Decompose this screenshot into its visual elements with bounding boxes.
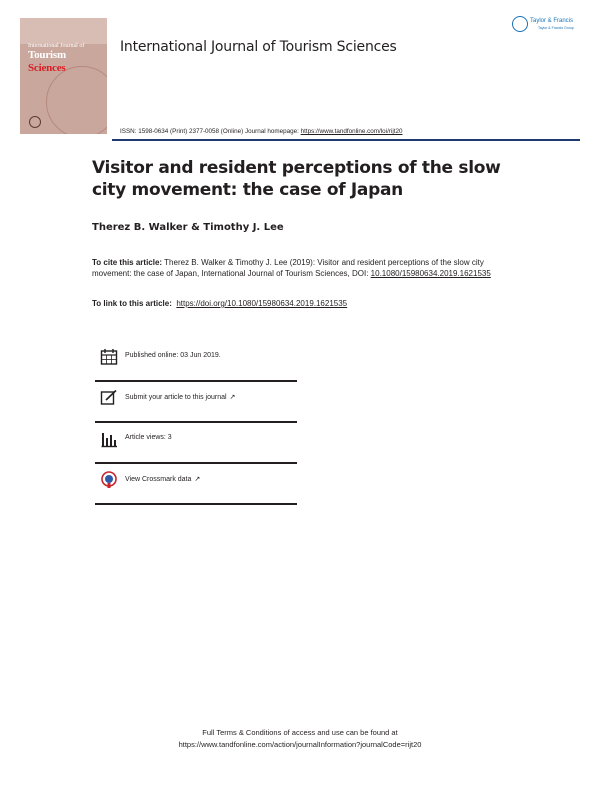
bar-chart-icon: [100, 430, 118, 448]
publisher-logo[interactable]: [512, 16, 586, 34]
calendar-icon: [100, 348, 118, 366]
published-row: [95, 348, 297, 388]
info-divider: [95, 462, 297, 464]
cover-title-line3: Sciences: [28, 62, 66, 74]
crossmark-label: View Crossmark data: [125, 476, 192, 483]
header-rule: [112, 139, 580, 141]
article-views: Article views: 3: [125, 434, 172, 441]
published-date: Published online: 03 Jun 2019.: [125, 352, 221, 359]
submit-row[interactable]: [95, 389, 297, 429]
footer-terms-text: Full Terms & Conditions of access and use can be found at: [202, 728, 398, 737]
cover-title-line2: Tourism: [28, 49, 66, 61]
citation-doi-link[interactable]: 10.1080/15980634.2019.1621535: [370, 269, 491, 278]
link-to-label: To link to this article:: [92, 299, 172, 308]
citation-text: Therez B. Walker & Timothy J. Lee (2019): Visitor and resident perceptions of the slow city movement: the case of Japan, International Journal of Tourism Sciences, DOI:: [92, 258, 484, 278]
info-divider: [95, 503, 297, 505]
cover-circle-graphic: [46, 66, 107, 134]
crossmark-link[interactable]: [125, 475, 200, 483]
crossmark-row[interactable]: [95, 471, 297, 511]
citation-label: To cite this article:: [92, 258, 163, 267]
footer: [0, 727, 600, 751]
authors[interactable]: Therez B. Walker & Timothy J. Lee: [92, 222, 284, 233]
citation-block: [92, 257, 512, 279]
article-doi-link[interactable]: https://doi.org/10.1080/15980634.2019.1621535: [176, 299, 348, 308]
edit-icon: [100, 389, 118, 407]
publisher-subtitle: Taylor & Francis Group: [538, 26, 574, 30]
info-divider: [95, 421, 297, 423]
cover-band: [20, 18, 107, 44]
cover-title-line1: International Journal of: [28, 43, 85, 49]
journal-cover-image: [20, 18, 107, 134]
crossmark-icon: [100, 471, 118, 489]
views-row[interactable]: [95, 430, 297, 470]
link-to-article: [92, 299, 347, 308]
external-link-icon: ↗: [229, 394, 236, 401]
external-link-icon: ↗: [194, 476, 201, 483]
issn-line: [120, 128, 402, 135]
journal-title[interactable]: International Journal of Tourism Sciences: [120, 39, 397, 55]
footer-terms-link[interactable]: https://www.tandfonline.com/action/journalInformation?journalCode=rijt20: [178, 740, 422, 749]
issn-text: ISSN: 1598-0634 (Print) 2377-0058 (Online) Journal homepage:: [120, 128, 301, 135]
journal-homepage-link[interactable]: https://www.tandfonline.com/loi/rijt20: [300, 128, 403, 135]
article-title: Visitor and resident perceptions of the slow city movement: the case of Japan: [92, 158, 501, 200]
submit-article-link[interactable]: [125, 393, 235, 401]
publisher-logo-icon: [512, 16, 528, 32]
info-divider: [95, 380, 297, 382]
submit-article-label: Submit your article to this journal: [125, 394, 227, 401]
cover-seal-icon: [29, 116, 41, 128]
publisher-wordmark: Taylor & Francis: [530, 18, 574, 24]
